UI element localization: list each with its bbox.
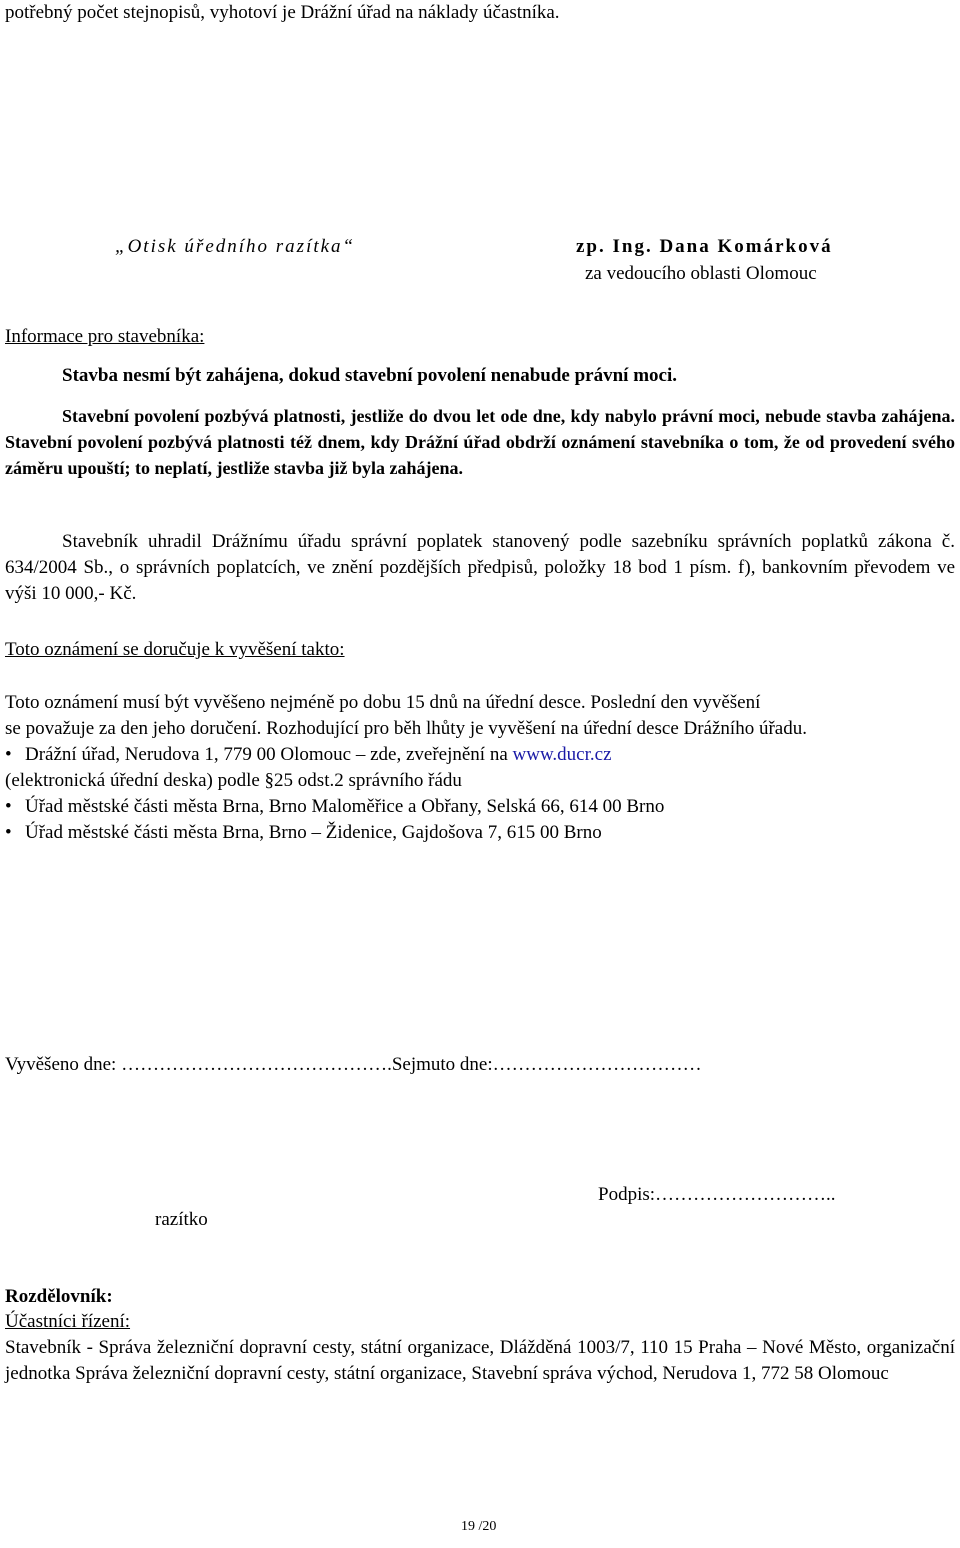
info-heading: Informace pro stavebníka: (5, 326, 205, 347)
posting-line-2: se považuje za den jeho doručení. Rozhodující pro běh lhůty je vyvěšení na úřední desce Drážního úřadu. (5, 718, 807, 739)
distribution-heading: Rozdělovník: (5, 1286, 113, 1307)
bullet-item-zidenice (5, 820, 602, 846)
bullet-item-ducr-continuation: (elektronická úřední deska) podle §25 odst.2 správního řádu (5, 770, 462, 791)
fee-paragraph: Stavebník uhradil Drážnímu úřadu správní poplatek stanovený podle sazebníku správních poplatků zákona č. 634/2004 Sb., o správních poplatcích, ve znění pozdějších předpisů, položky 18 bod 1 písm. f), bankovním převodem ve výši 10 000,- Kč. (5, 531, 955, 604)
bullet-text: Úřad městské části města Brna, Brno – Židenice, Gajdošova 7, 615 00 Brno (25, 822, 602, 843)
info-line-1: Stavba nesmí být zahájena, dokud stavební povolení nenabude právní moci. (62, 365, 677, 386)
info-paragraph: Stavební povolení pozbývá platnosti, jestliže do dvou let ode dne, kdy nabylo právní moci, nebude stavba zahájena. Stavební povolení pozbývá platnosti též dnem, kdy Drážní úřad obdrží oznámení stavebníka o tom, že od provedení svého záměru upouští; to neplatí, jestliže stavba již byla zahájena. (5, 406, 955, 478)
bullet-item-malomerice (5, 794, 664, 820)
participants-paragraph: Stavebník - Správa železniční dopravní cesty, státní organizace, Dlážděná 1003/7, 110 15 Praha – Nové Město, organizační jednotka Správa železniční dopravní cesty, státní organizace, Stavební správa východ, Nerudova 1, 772 58 Olomouc (5, 1337, 955, 1384)
signatory-name: zp. Ing. Dana Komárková (576, 236, 833, 257)
delivery-heading: Toto oznámení se doručuje k vyvěšení takto: (5, 639, 345, 660)
continued-sentence: potřebný počet stejnopisů, vyhotoví je Drážní úřad na náklady účastníka. (5, 2, 560, 23)
signature-line: Podpis:……………………….. (598, 1184, 836, 1205)
stamp-label: razítko (155, 1209, 208, 1230)
bullet-icon: • (5, 822, 12, 843)
stamp-caption: „Otisk úředního razítka“ (115, 236, 356, 257)
participants-heading: Účastníci řízení: (5, 1311, 131, 1332)
posted-removed-line: Vyvěšeno dne: …………………………………….Sejmuto dne:…………………………… (5, 1054, 702, 1075)
posting-line-1: Toto oznámení musí být vyvěšeno nejméně po dobu 15 dnů na úřední desce. Poslední den vyvěšení (5, 692, 761, 713)
bullet-icon: • (5, 744, 12, 765)
signatory-role: za vedoucího oblasti Olomouc (585, 263, 817, 284)
bullet-text: Úřad městské části města Brna, Brno Maloměřice a Obřany, Selská 66, 614 00 Brno (25, 796, 665, 817)
bullet-text: Drážní úřad, Nerudova 1, 779 00 Olomouc – zde, zveřejnění na (25, 744, 513, 765)
ducr-link[interactable]: www.ducr.cz (512, 744, 612, 765)
bullet-icon: • (5, 796, 12, 817)
page-number: 19 /20 (461, 1519, 497, 1534)
bullet-item-ducr (5, 742, 612, 768)
